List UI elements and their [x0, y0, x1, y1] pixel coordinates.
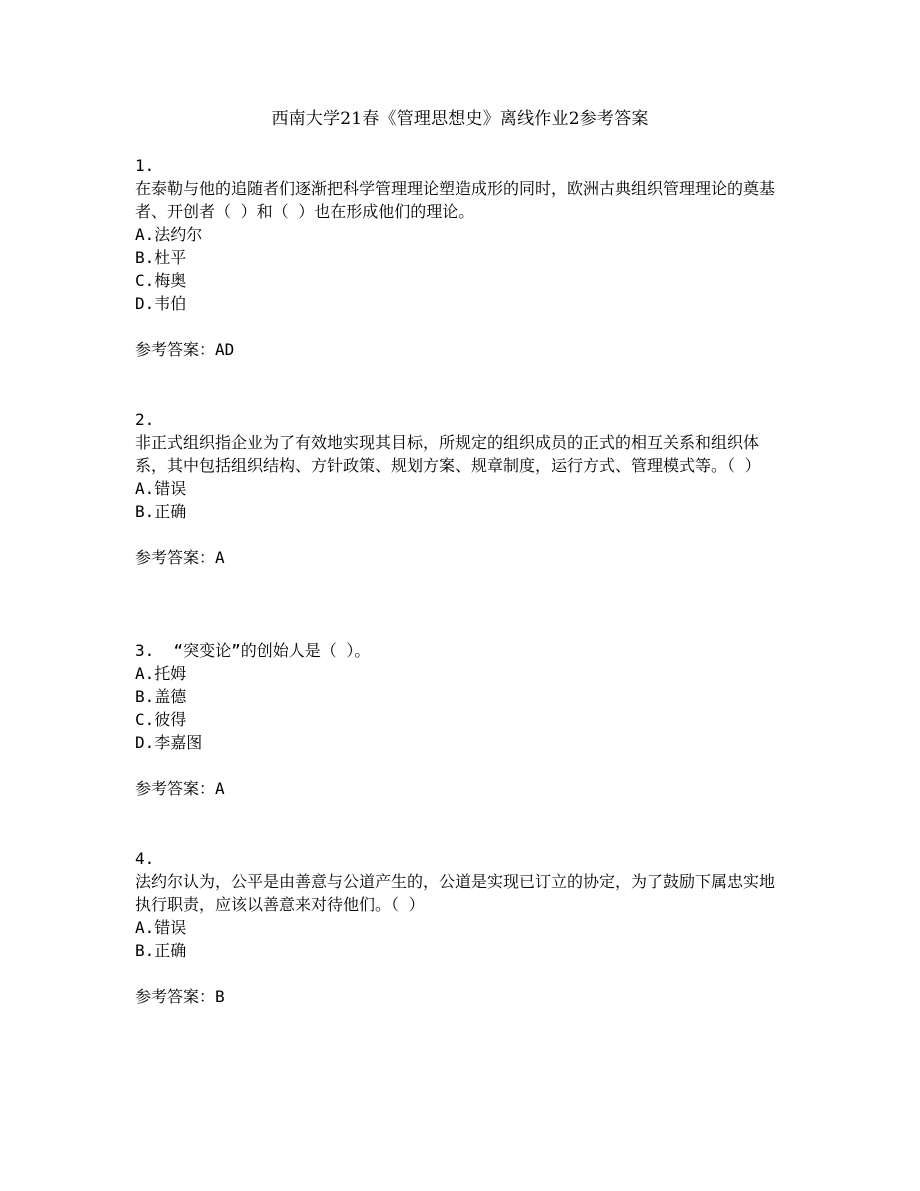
- question-text: “突变论”的创始人是（ ）。: [173, 641, 371, 660]
- question-2: [135, 408, 790, 569]
- question-number: 4.: [135, 849, 155, 868]
- question-text: 法约尔认为，公平是由善意与公道产生的，公道是实现已订立的协定，为了鼓励下属忠实地执行职责，应该以善意来对待他们。（ ）: [135, 872, 776, 914]
- option-a: A.托姆: [135, 664, 187, 683]
- answer-value: B: [215, 987, 225, 1006]
- answer-label: 参考答案：: [135, 987, 216, 1006]
- answer-label: 参考答案：: [135, 779, 216, 798]
- answer-line: [135, 777, 790, 800]
- option-b: B.正确: [135, 941, 187, 960]
- answer-value: AD: [215, 340, 235, 359]
- option-b: B.正确: [135, 502, 187, 521]
- answer-line: [135, 338, 790, 361]
- option-list: [135, 662, 790, 754]
- answer-value: A: [215, 548, 225, 567]
- question-text: 在泰勒与他的追随者们逐渐把科学管理理论塑造成形的同时，欧洲古典组织管理理论的奠基者、开创者（ ）和（ ）也在形成他们的理论。: [135, 179, 776, 221]
- option-b: B.杜平: [135, 248, 187, 267]
- option-a: A.错误: [135, 479, 187, 498]
- option-list: [135, 477, 790, 523]
- question-1: [135, 154, 790, 361]
- option-a: A.法约尔: [135, 225, 203, 244]
- question-number: 2.: [135, 410, 155, 429]
- answer-line: [135, 546, 790, 569]
- question-number: 3.: [135, 641, 155, 660]
- answer-line: [135, 985, 790, 1008]
- document-title: 西南大学21春《管理思想史》离线作业2参考答案: [271, 109, 649, 129]
- question-4: [135, 847, 790, 1008]
- option-c: C.彼得: [135, 710, 187, 729]
- option-a: A.错误: [135, 918, 187, 937]
- option-c: C.梅奥: [135, 271, 187, 290]
- number-gap: [154, 641, 173, 660]
- option-d: D.韦伯: [135, 294, 187, 313]
- answer-value: A: [215, 779, 225, 798]
- option-list: [135, 916, 790, 962]
- question-text: 非正式组织指企业为了有效地实现其目标，所规定的组织成员的正式的相互关系和组织体系，其中包括组织结构、方针政策、规划方案、规章制度，运行方式、管理模式等。（ ）: [135, 433, 761, 475]
- question-number: 1.: [135, 156, 155, 175]
- option-d: D.李嘉图: [135, 733, 203, 752]
- answer-label: 参考答案：: [135, 548, 216, 567]
- option-list: [135, 223, 790, 315]
- question-3: [135, 639, 790, 800]
- option-b: B.盖德: [135, 687, 187, 706]
- answer-label: 参考答案：: [135, 340, 216, 359]
